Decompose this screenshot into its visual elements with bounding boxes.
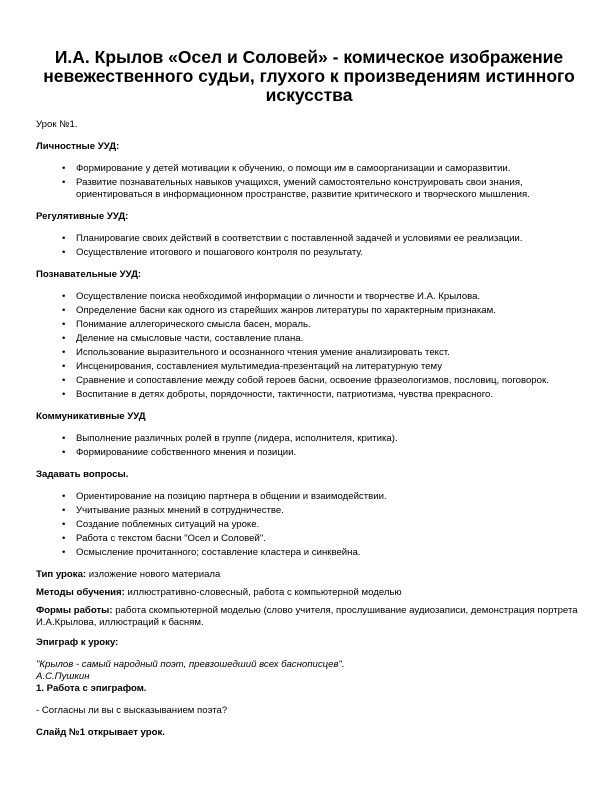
list-item: • Работа с текстом басни "Осел и Соловей". xyxy=(76,533,582,545)
step-heading: 1. Работа с эпиграфом. xyxy=(36,683,147,694)
list-item: • Сравнение и сопоставление между собой героев басни, освоение фразеологизмов, пословиц, поговорок. xyxy=(76,375,582,387)
lesson-type-value: изложение нового материала xyxy=(86,569,221,580)
epigraph-heading: Эпиграф к уроку: xyxy=(36,637,119,648)
lesson-type xyxy=(36,569,582,581)
work-forms-label: Формы работы: xyxy=(36,605,113,616)
list-item: • Планировагие своих действий в соответствии с поставленной задачей и условиями ее реализации. xyxy=(76,233,582,245)
list-item: • Воспитание в детях доброты, порядочности, тактичности, патриотизма, чувства прекрасного. xyxy=(76,389,582,401)
list-item: • Понимание аллегорического смысла басен, мораль. xyxy=(76,319,582,331)
epigraph-author: А.С.Пушкин xyxy=(36,671,90,682)
list-item: • Деление на смысловые части, составление плана. xyxy=(76,333,582,345)
list-item: • Осмысление прочитанного; составление кластера и синквейна. xyxy=(76,547,582,559)
list-item: • Использование выразительного и осознанного чтения умение анализировать текст. xyxy=(76,347,582,359)
section-heading: Регулятивные УУД: xyxy=(36,211,129,222)
teaching-methods-label: Методы обучения: xyxy=(36,587,125,598)
bullet-list xyxy=(36,233,582,259)
bullet-list xyxy=(36,491,582,559)
section-heading: Задавать вопросы. xyxy=(36,469,129,480)
epigraph-quote: "Крылов - самый народный поэт, превзошедший всех баснописцев". xyxy=(36,659,345,670)
list-item: • Инсценирования, составлениея мультимедиа-презентаций на литературную тему xyxy=(76,361,582,373)
section-heading: Коммуникативные УУД xyxy=(36,411,146,422)
list-item: • Создание поблемных ситуаций на уроке. xyxy=(76,519,582,531)
list-item: • Формированиие собственного мнения и позиции. xyxy=(76,447,582,459)
bullet-list xyxy=(36,291,582,401)
section-heading: Познавательные УУД: xyxy=(36,269,142,280)
list-item: • Осуществление поиска необходимой информации о личности и творчестве И.А. Крылова. xyxy=(76,291,582,303)
document-title: И.А. Крылов «Осел и Соловей» - комическое изображение невежественного судьи, глухого к произведениям истинного искусства xyxy=(43,47,575,105)
list-item: • Ориентирование на позицию партнера в общении и взаимодействии. xyxy=(76,491,582,503)
bullet-list xyxy=(36,163,582,201)
list-item: • Формирование у детей мотивации к обучению, о помощи им в самоорганизации и саморазвитии. xyxy=(76,163,582,175)
list-item: • Выполнение различных ролей в группе (лидера, исполнителя, критика). xyxy=(76,433,582,445)
work-forms xyxy=(36,605,582,629)
list-item: • Учитывание разных мнений в сотрудничестве. xyxy=(76,505,582,517)
lesson-number: Урок №1. xyxy=(36,119,78,130)
teaching-methods-value: иллюстративно-словесный, работа с компьютерной моделью xyxy=(124,587,402,598)
list-item: • Определение басни как одного из старейших жанров литературы по характерным признакам. xyxy=(76,305,582,317)
bullet-list xyxy=(36,433,582,459)
list-item: • Развитие познавательных навыков учащихся, умений самостоятельно конструировать свои знания, ориентироваться в информационном пространстве, развитие критического и творческого мышления. xyxy=(76,177,582,201)
teaching-methods xyxy=(36,587,582,599)
discussion-question: - Согласны ли вы с высказыванием поэта? xyxy=(36,705,228,716)
slide-note: Слайд №1 открывает урок. xyxy=(36,727,165,738)
work-forms-value: работа скомпьютерной моделью (слово учителя, прослушивание аудиозаписи, демонстрация портрета И.А.Крылова, иллюстраций к басням. xyxy=(36,605,578,628)
list-item: • Осуществление итогового и пошагового контроля по результату. xyxy=(76,247,582,259)
section-heading: Личностные УУД: xyxy=(36,141,120,152)
uud-sections xyxy=(36,141,582,559)
lesson-type-label: Тип урока: xyxy=(36,569,87,580)
